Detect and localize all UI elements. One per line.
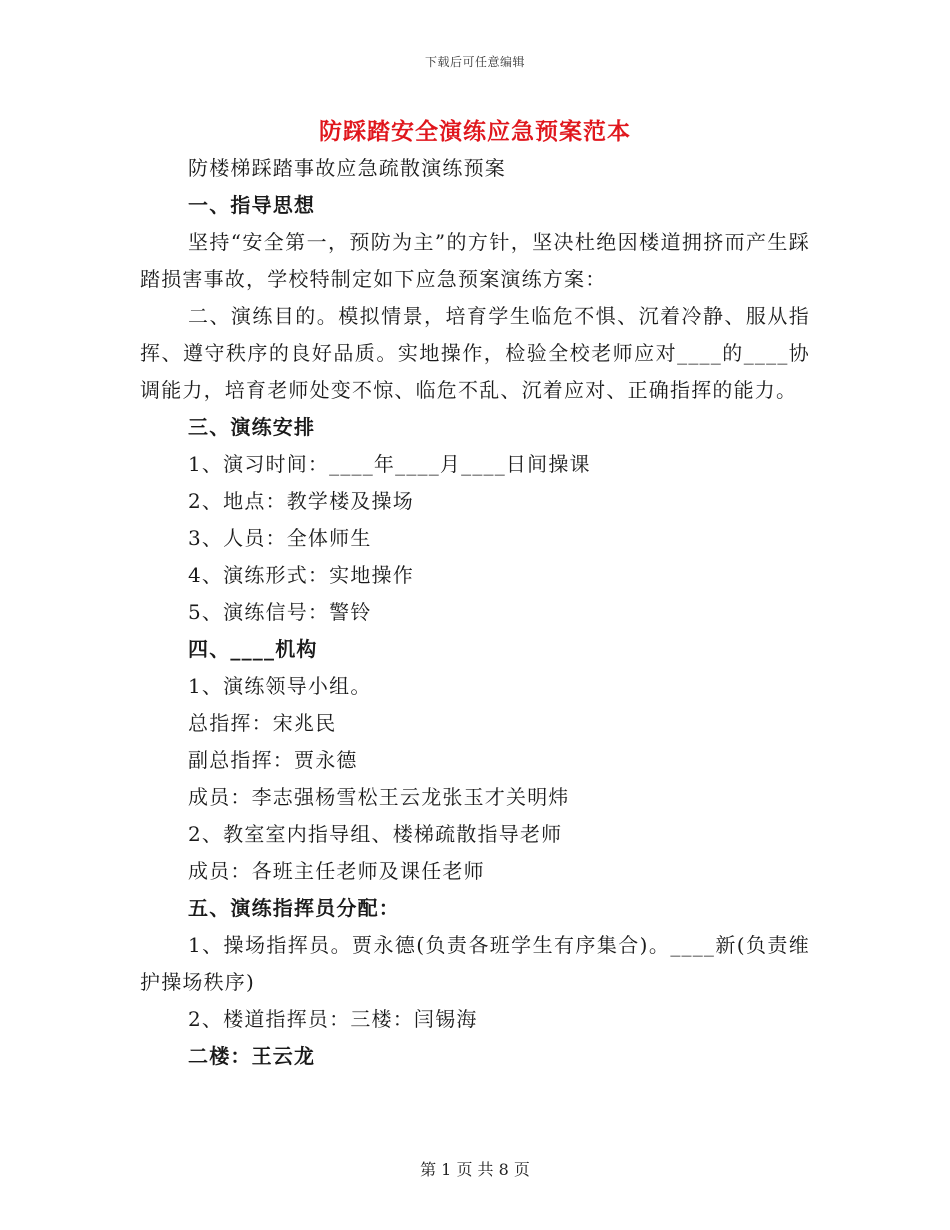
section-4-vice-commander: 副总指挥：贾永德 [188, 748, 358, 772]
section-4-commander: 总指挥：宋兆民 [188, 711, 337, 735]
section-4-item-2: 2、教室室内指导组、楼梯疏散指导老师 [188, 822, 563, 846]
section-4-members: 成员：李志强杨雪松王云龙张玉才关明炜 [188, 785, 570, 809]
section-3-item-2: 2、地点：教学楼及操场 [188, 489, 414, 513]
section-1-heading: 一、指导思想 [188, 193, 316, 217]
section-2-text: 二、演练目的。模拟情景，培育学生临危不惧、沉着冷静、服从指挥、遵守秩序的良好品质。实地操作，检验全校老师应对____的____协调能力，培育老师处变不惊、临危不乱、沉着应对、正确指挥的能力。 [140, 304, 810, 402]
section-5-floor-2: 二楼：王云龙 [188, 1044, 316, 1068]
section-5-item-2: 2、楼道指挥员：三楼：闫锡海 [188, 1007, 478, 1031]
page-number: 第 1 页 共 8 页 [420, 1160, 530, 1179]
section-4-members-2: 成员：各班主任老师及课任老师 [188, 859, 485, 883]
section-3-item-3: 3、人员：全体师生 [188, 526, 372, 550]
section-3-item-4: 4、演练形式：实地操作 [188, 563, 414, 587]
section-1-text: 坚持“安全第一，预防为主”的方针，坚决杜绝因楼道拥挤而产生踩踏损害事故，学校特制定如下应急预案演练方案： [140, 230, 810, 291]
section-4-heading: 四、____机构 [188, 637, 318, 661]
section-3-item-1: 1、演习时间：____年____月____日间操课 [188, 452, 591, 476]
section-3-heading: 三、演练安排 [188, 415, 316, 439]
section-5-item-1: 1、操场指挥员。贾永德(负责各班学生有序集合)。____新(负责维护操场秩序) [140, 933, 810, 994]
section-5-heading: 五、演练指挥员分配： [188, 896, 400, 920]
section-4-item-1: 1、演练领导小组。 [188, 674, 372, 698]
download-note: 下载后可任意编辑 [424, 55, 525, 69]
document-body [140, 150, 810, 1075]
subtitle: 防楼梯踩踏事故应急疏散演练预案 [188, 156, 506, 180]
document-title: 防踩踏安全演练应急预案范本 [319, 118, 631, 145]
section-3-item-5: 5、演练信号：警铃 [188, 600, 372, 624]
